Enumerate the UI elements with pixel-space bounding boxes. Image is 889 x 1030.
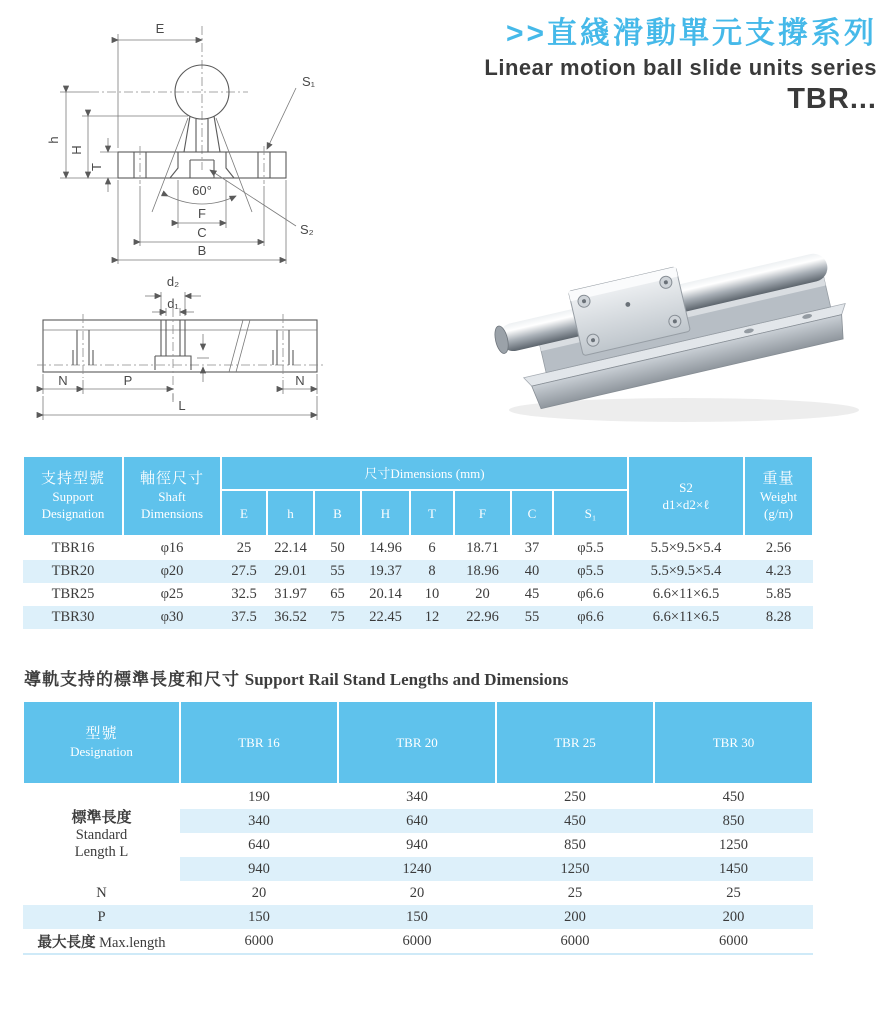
table-cell: 340 (180, 809, 338, 833)
column-header-weight: 重量 Weight (g/m) (744, 456, 813, 536)
column-header-tbr16: TBR 16 (180, 701, 338, 784)
table-row (23, 905, 813, 929)
table-cell: 150 (180, 905, 338, 929)
page-title-english: Linear motion ball slide units series (484, 55, 877, 80)
table-cell: 22.96 (454, 606, 511, 629)
table-row (23, 536, 813, 560)
table-cell: 31.97 (274, 586, 307, 602)
table-cell: 340 (406, 788, 428, 805)
title-block (484, 16, 877, 115)
series-code: TBR... (787, 83, 877, 115)
table-cell: 25 (567, 884, 583, 901)
column-header-hh: H (361, 490, 410, 536)
table-cell: φ6.6 (553, 606, 628, 629)
dim-label-b: B (197, 243, 207, 258)
table-cell: 200 (654, 905, 813, 929)
table-cell: 40 (511, 560, 553, 583)
table-cell: 940 (406, 836, 428, 853)
table-cell: 20 (409, 884, 425, 901)
column-header-tbr30: TBR 30 (654, 701, 813, 784)
table-cell: 6000 (244, 932, 274, 949)
dimensions-table (22, 455, 814, 629)
dim-label-hh: H (69, 145, 84, 155)
table-cell: 20 (475, 586, 490, 602)
dim-label-n-right: N (295, 373, 305, 388)
table-row (23, 784, 813, 809)
dim-label-h: h (46, 136, 61, 144)
table-cell: 55 (511, 606, 553, 629)
table-cell: 37.5 (221, 606, 267, 629)
table-cell: 18.71 (466, 540, 499, 556)
table-cell: 190 (248, 788, 270, 805)
table-cell: 150 (338, 905, 496, 929)
table-row (23, 606, 813, 629)
column-header-c: C (511, 490, 553, 536)
column-header-tbr20: TBR 20 (338, 701, 496, 784)
lengths-table (22, 700, 814, 955)
column-header-t: T (410, 490, 454, 536)
row-label-max-length: 最大長度 Max.length (37, 934, 166, 951)
column-header-shaft: 軸徑尺寸 Shaft Dimensions (123, 456, 221, 536)
dim-label-n-left: N (58, 373, 68, 388)
table-cell: 6.6×11×6.5 (628, 606, 744, 629)
table-cell: 12 (410, 606, 454, 629)
table-cell: 75 (314, 606, 361, 629)
table-cell: φ5.5 (577, 540, 604, 556)
table-row (23, 583, 813, 606)
table-cell: 36.52 (267, 606, 314, 629)
front-view-diagram (30, 20, 330, 265)
table-cell: φ16 (160, 540, 184, 556)
dim-label-d1: d₁ (167, 296, 179, 311)
dim-label-s1: S₁ (302, 74, 316, 89)
dim-label-p: P (123, 373, 133, 388)
column-header-support: 支持型號 Support Designation (23, 456, 123, 536)
table-cell: 1250 (719, 836, 748, 853)
table-cell: 22.14 (274, 540, 307, 556)
table-cell: 5.5×9.5×5.4 (628, 560, 744, 583)
section-caption-chinese: 導軌支持的標準長度和尺寸 (24, 670, 240, 689)
table-cell: 27.5 (221, 560, 267, 583)
table-cell: 6.6×11×6.5 (652, 586, 720, 602)
dim-label-l: L (178, 398, 186, 413)
dim-label-angle: 60° (192, 183, 212, 198)
table-cell: φ6.6 (577, 586, 604, 602)
table-cell: 1450 (654, 857, 813, 881)
table-cell: φ25 (160, 586, 184, 602)
table-row (23, 881, 813, 905)
table-cell: 6000 (560, 932, 590, 949)
table-cell: 450 (496, 809, 654, 833)
table-cell: TBR20 (23, 560, 123, 583)
column-header-b: B (314, 490, 361, 536)
table-cell: 5.5×9.5×5.4 (650, 540, 722, 556)
table-cell: TBR25 (51, 586, 95, 602)
table-cell: 850 (654, 809, 813, 833)
table-cell: 65 (330, 586, 345, 602)
column-group-dimensions: 尺寸Dimensions (mm) (221, 456, 628, 490)
table-row (23, 929, 813, 954)
column-header-h: h (267, 490, 314, 536)
table-cell: 18.96 (454, 560, 511, 583)
dim-label-f: F (198, 206, 206, 221)
row-label-n: N (96, 884, 107, 901)
table-cell: 25 (726, 884, 741, 901)
dim-label-c: C (197, 225, 207, 240)
table-cell: 50 (330, 540, 345, 556)
table-row (23, 560, 813, 583)
column-header-e: E (221, 490, 267, 536)
dim-label-t: T (89, 163, 104, 171)
table-cell: 1250 (496, 857, 654, 881)
section-caption-english: Support Rail Stand Lengths and Dimensions (244, 670, 569, 689)
table-cell: 200 (496, 905, 654, 929)
table-cell: φ20 (123, 560, 221, 583)
column-header-s1: S₁ (553, 490, 628, 536)
table-cell: 6000 (402, 932, 432, 949)
table-cell: 6000 (719, 932, 748, 949)
dim-label-d2: d₂ (166, 274, 180, 289)
table-cell: 1240 (338, 857, 496, 881)
table-cell: 10 (424, 586, 440, 602)
table-cell: 850 (564, 836, 586, 853)
table-cell: 640 (248, 836, 270, 853)
column-header-s2: S2 d1×d2×ℓ (628, 456, 744, 536)
table-cell: φ5.5 (553, 560, 628, 583)
column-header-tbr25: TBR 25 (496, 701, 654, 784)
column-header-designation: 型號 Designation (23, 701, 180, 784)
page-title-chinese: >>直綫滑動單元支撐系列 (505, 17, 877, 50)
table-cell: 940 (180, 857, 338, 881)
table-cell: 19.37 (361, 560, 410, 583)
table-cell: 250 (564, 788, 586, 805)
column-header-f: F (454, 490, 511, 536)
table-cell: 450 (722, 788, 745, 805)
table-cell: 29.01 (267, 560, 314, 583)
product-photo (488, 182, 880, 438)
table-cell: 2.56 (765, 540, 792, 556)
table-cell: 8 (410, 560, 454, 583)
table-cell: 45 (524, 586, 540, 602)
table-cell: 32.5 (231, 586, 257, 602)
table-cell: 55 (314, 560, 361, 583)
table-cell: TBR16 (51, 540, 95, 556)
table-cell: 20.14 (369, 586, 402, 602)
table-cell: 5.85 (765, 586, 792, 602)
table-cell: 22.45 (361, 606, 410, 629)
section-caption (24, 665, 568, 690)
table-cell: 20 (251, 884, 267, 901)
side-view-diagram (25, 268, 335, 428)
table-cell: 6 (428, 540, 436, 556)
table-cell: 25 (236, 540, 252, 556)
table-cell: 8.28 (744, 606, 813, 629)
dim-label-e: E (155, 21, 165, 36)
table-cell: 37 (524, 540, 540, 556)
row-label-standard-length: 標準長度 Standard Length L (23, 784, 180, 881)
table-cell: φ30 (123, 606, 221, 629)
table-cell: 4.23 (744, 560, 813, 583)
table-cell: TBR30 (23, 606, 123, 629)
row-label-p: P (23, 905, 180, 929)
table-cell: 14.96 (369, 540, 402, 556)
table-cell: 640 (338, 809, 496, 833)
dim-label-s2: S₂ (300, 222, 314, 237)
